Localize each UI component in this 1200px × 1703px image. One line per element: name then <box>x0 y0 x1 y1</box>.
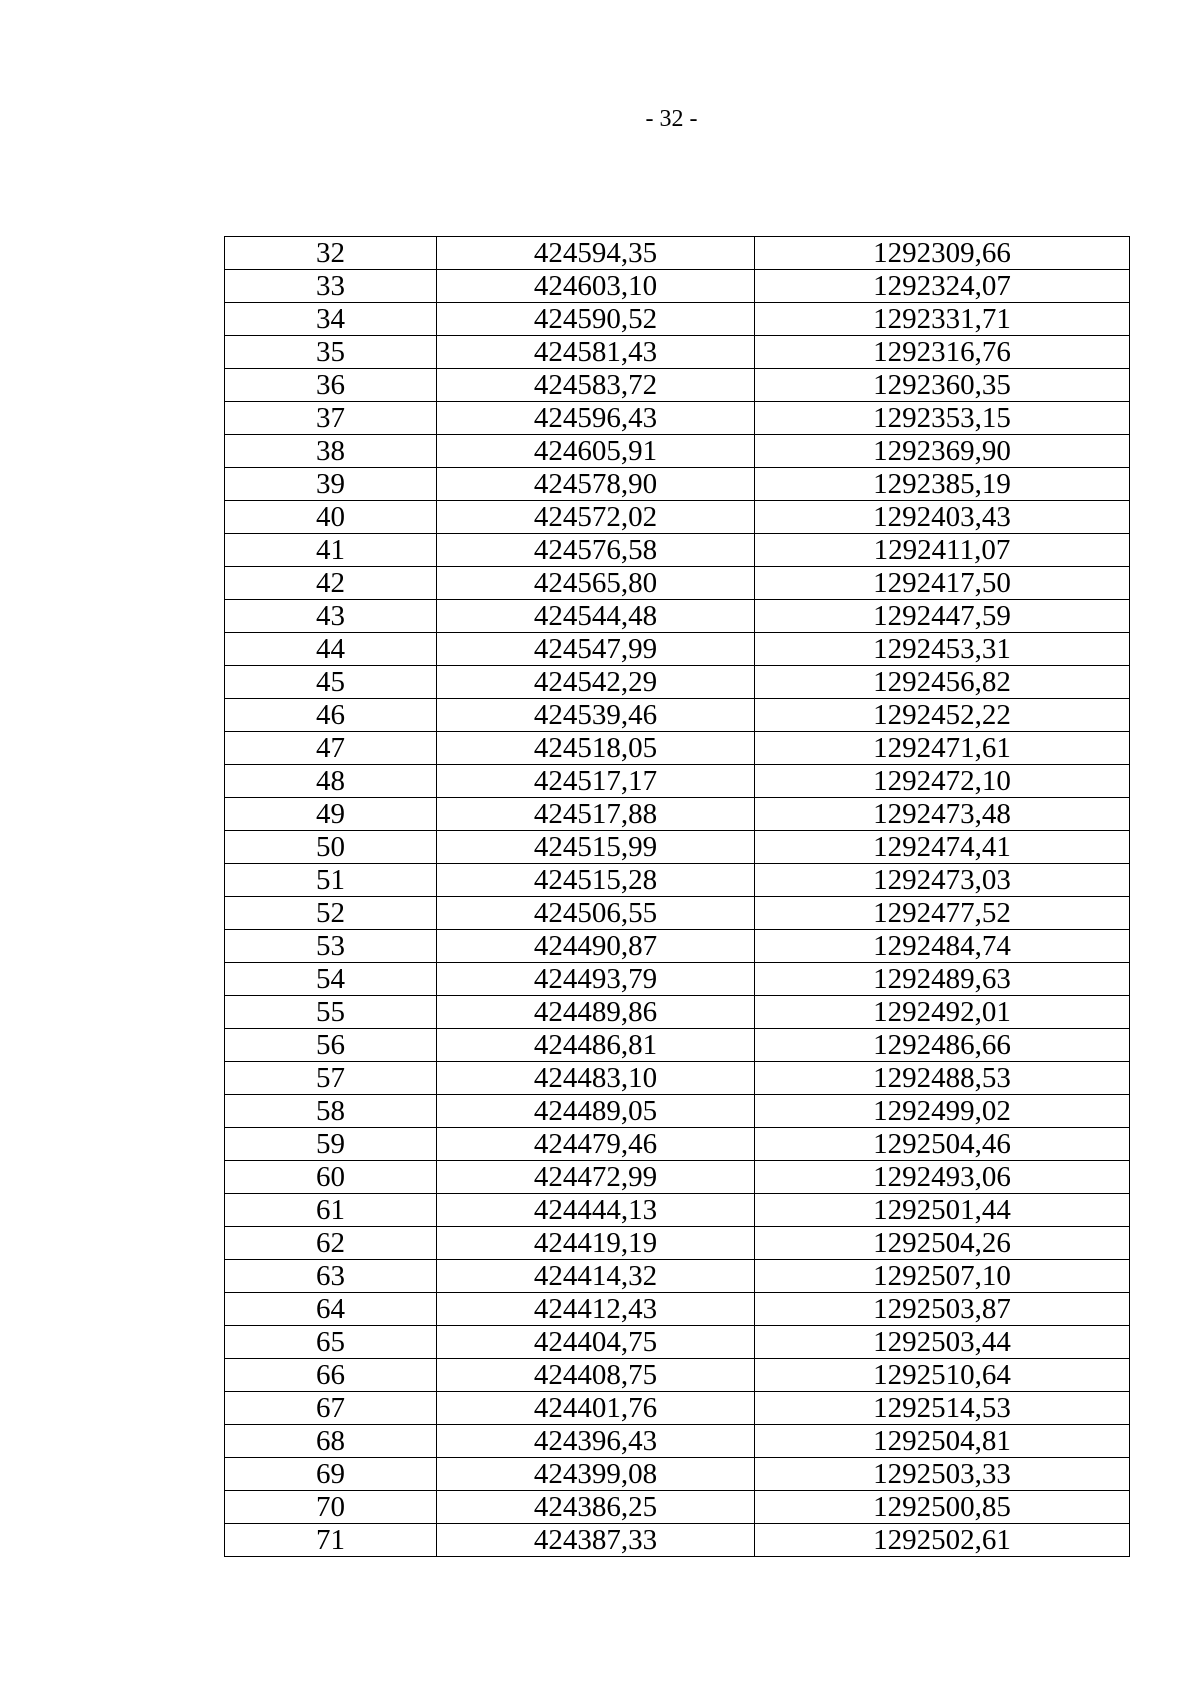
y-coordinate-cell: 1292452,22 <box>755 699 1130 732</box>
y-coordinate-cell: 1292477,52 <box>755 897 1130 930</box>
point-number-cell: 67 <box>225 1392 437 1425</box>
point-number-cell: 60 <box>225 1161 437 1194</box>
x-coordinate-cell: 424603,10 <box>437 270 755 303</box>
table-row <box>225 1425 1130 1458</box>
y-coordinate-cell: 1292473,03 <box>755 864 1130 897</box>
y-coordinate-cell: 1292501,44 <box>755 1194 1130 1227</box>
x-coordinate-cell: 424583,72 <box>437 369 755 402</box>
table-row <box>225 468 1130 501</box>
x-coordinate-cell: 424515,28 <box>437 864 755 897</box>
y-coordinate-cell: 1292316,76 <box>755 336 1130 369</box>
y-coordinate-cell: 1292504,26 <box>755 1227 1130 1260</box>
table-row <box>225 303 1130 336</box>
table-row <box>225 1326 1130 1359</box>
point-number-cell: 54 <box>225 963 437 996</box>
y-coordinate-cell: 1292504,81 <box>755 1425 1130 1458</box>
point-number-cell: 35 <box>225 336 437 369</box>
table-row <box>225 270 1130 303</box>
x-coordinate-cell: 424565,80 <box>437 567 755 600</box>
y-coordinate-cell: 1292453,31 <box>755 633 1130 666</box>
table-row <box>225 996 1130 1029</box>
table-row <box>225 237 1130 270</box>
x-coordinate-cell: 424489,86 <box>437 996 755 1029</box>
point-number-cell: 68 <box>225 1425 437 1458</box>
point-number-cell: 32 <box>225 237 437 270</box>
point-number-cell: 39 <box>225 468 437 501</box>
y-coordinate-cell: 1292353,15 <box>755 402 1130 435</box>
y-coordinate-cell: 1292403,43 <box>755 501 1130 534</box>
y-coordinate-cell: 1292472,10 <box>755 765 1130 798</box>
point-number-cell: 57 <box>225 1062 437 1095</box>
x-coordinate-cell: 424581,43 <box>437 336 755 369</box>
table-row <box>225 1161 1130 1194</box>
table-row <box>225 567 1130 600</box>
x-coordinate-cell: 424576,58 <box>437 534 755 567</box>
table-row <box>225 336 1130 369</box>
table-row <box>225 1458 1130 1491</box>
x-coordinate-cell: 424412,43 <box>437 1293 755 1326</box>
table-row <box>225 864 1130 897</box>
y-coordinate-cell: 1292492,01 <box>755 996 1130 1029</box>
coordinates-table <box>224 236 1130 1557</box>
table-row <box>225 600 1130 633</box>
y-coordinate-cell: 1292369,90 <box>755 435 1130 468</box>
point-number-cell: 71 <box>225 1524 437 1557</box>
y-coordinate-cell: 1292499,02 <box>755 1095 1130 1128</box>
x-coordinate-cell: 424414,32 <box>437 1260 755 1293</box>
point-number-cell: 66 <box>225 1359 437 1392</box>
y-coordinate-cell: 1292504,46 <box>755 1128 1130 1161</box>
table-row <box>225 831 1130 864</box>
x-coordinate-cell: 424544,48 <box>437 600 755 633</box>
point-number-cell: 65 <box>225 1326 437 1359</box>
y-coordinate-cell: 1292471,61 <box>755 732 1130 765</box>
table-row <box>225 402 1130 435</box>
x-coordinate-cell: 424596,43 <box>437 402 755 435</box>
y-coordinate-cell: 1292500,85 <box>755 1491 1130 1524</box>
point-number-cell: 34 <box>225 303 437 336</box>
y-coordinate-cell: 1292486,66 <box>755 1029 1130 1062</box>
y-coordinate-cell: 1292503,44 <box>755 1326 1130 1359</box>
x-coordinate-cell: 424386,25 <box>437 1491 755 1524</box>
point-number-cell: 63 <box>225 1260 437 1293</box>
x-coordinate-cell: 424572,02 <box>437 501 755 534</box>
point-number-cell: 61 <box>225 1194 437 1227</box>
point-number-cell: 53 <box>225 930 437 963</box>
table-row <box>225 1359 1130 1392</box>
table-row <box>225 534 1130 567</box>
point-number-cell: 50 <box>225 831 437 864</box>
table-row <box>225 369 1130 402</box>
point-number-cell: 42 <box>225 567 437 600</box>
table-row <box>225 897 1130 930</box>
y-coordinate-cell: 1292502,61 <box>755 1524 1130 1557</box>
x-coordinate-cell: 424472,99 <box>437 1161 755 1194</box>
point-number-cell: 58 <box>225 1095 437 1128</box>
point-number-cell: 43 <box>225 600 437 633</box>
point-number-cell: 47 <box>225 732 437 765</box>
table-row <box>225 435 1130 468</box>
y-coordinate-cell: 1292473,48 <box>755 798 1130 831</box>
point-number-cell: 69 <box>225 1458 437 1491</box>
page-number: - 32 - <box>645 106 698 132</box>
x-coordinate-cell: 424479,46 <box>437 1128 755 1161</box>
x-coordinate-cell: 424489,05 <box>437 1095 755 1128</box>
y-coordinate-cell: 1292360,35 <box>755 369 1130 402</box>
x-coordinate-cell: 424542,29 <box>437 666 755 699</box>
x-coordinate-cell: 424578,90 <box>437 468 755 501</box>
y-coordinate-cell: 1292385,19 <box>755 468 1130 501</box>
y-coordinate-cell: 1292503,87 <box>755 1293 1130 1326</box>
point-number-cell: 45 <box>225 666 437 699</box>
y-coordinate-cell: 1292514,53 <box>755 1392 1130 1425</box>
x-coordinate-cell: 424486,81 <box>437 1029 755 1062</box>
table-row <box>225 501 1130 534</box>
y-coordinate-cell: 1292489,63 <box>755 963 1130 996</box>
x-coordinate-cell: 424408,75 <box>437 1359 755 1392</box>
table-row <box>225 930 1130 963</box>
y-coordinate-cell: 1292510,64 <box>755 1359 1130 1392</box>
table-row <box>225 1260 1130 1293</box>
y-coordinate-cell: 1292456,82 <box>755 666 1130 699</box>
table-row <box>225 1491 1130 1524</box>
y-coordinate-cell: 1292507,10 <box>755 1260 1130 1293</box>
x-coordinate-cell: 424605,91 <box>437 435 755 468</box>
x-coordinate-cell: 424517,17 <box>437 765 755 798</box>
table-row <box>225 963 1130 996</box>
point-number-cell: 44 <box>225 633 437 666</box>
table-row <box>225 1029 1130 1062</box>
table-row <box>225 699 1130 732</box>
point-number-cell: 36 <box>225 369 437 402</box>
point-number-cell: 70 <box>225 1491 437 1524</box>
point-number-cell: 59 <box>225 1128 437 1161</box>
y-coordinate-cell: 1292484,74 <box>755 930 1130 963</box>
table-row <box>225 1095 1130 1128</box>
table-row <box>225 1392 1130 1425</box>
x-coordinate-cell: 424506,55 <box>437 897 755 930</box>
point-number-cell: 33 <box>225 270 437 303</box>
coordinates-table-body <box>225 237 1130 1557</box>
x-coordinate-cell: 424404,75 <box>437 1326 755 1359</box>
y-coordinate-cell: 1292411,07 <box>755 534 1130 567</box>
point-number-cell: 52 <box>225 897 437 930</box>
x-coordinate-cell: 424517,88 <box>437 798 755 831</box>
y-coordinate-cell: 1292309,66 <box>755 237 1130 270</box>
x-coordinate-cell: 424594,35 <box>437 237 755 270</box>
x-coordinate-cell: 424401,76 <box>437 1392 755 1425</box>
x-coordinate-cell: 424518,05 <box>437 732 755 765</box>
x-coordinate-cell: 424444,13 <box>437 1194 755 1227</box>
point-number-cell: 38 <box>225 435 437 468</box>
y-coordinate-cell: 1292447,59 <box>755 600 1130 633</box>
y-coordinate-cell: 1292488,53 <box>755 1062 1130 1095</box>
point-number-cell: 49 <box>225 798 437 831</box>
point-number-cell: 56 <box>225 1029 437 1062</box>
table-row <box>225 1293 1130 1326</box>
point-number-cell: 48 <box>225 765 437 798</box>
table-row <box>225 666 1130 699</box>
y-coordinate-cell: 1292324,07 <box>755 270 1130 303</box>
x-coordinate-cell: 424490,87 <box>437 930 755 963</box>
table-row <box>225 765 1130 798</box>
x-coordinate-cell: 424547,99 <box>437 633 755 666</box>
x-coordinate-cell: 424515,99 <box>437 831 755 864</box>
x-coordinate-cell: 424419,19 <box>437 1227 755 1260</box>
x-coordinate-cell: 424387,33 <box>437 1524 755 1557</box>
y-coordinate-cell: 1292493,06 <box>755 1161 1130 1194</box>
x-coordinate-cell: 424539,46 <box>437 699 755 732</box>
table-row <box>225 1524 1130 1557</box>
point-number-cell: 55 <box>225 996 437 1029</box>
x-coordinate-cell: 424590,52 <box>437 303 755 336</box>
point-number-cell: 62 <box>225 1227 437 1260</box>
x-coordinate-cell: 424493,79 <box>437 963 755 996</box>
table-row <box>225 732 1130 765</box>
y-coordinate-cell: 1292474,41 <box>755 831 1130 864</box>
table-row <box>225 1062 1130 1095</box>
x-coordinate-cell: 424399,08 <box>437 1458 755 1491</box>
x-coordinate-cell: 424483,10 <box>437 1062 755 1095</box>
table-row <box>225 798 1130 831</box>
point-number-cell: 41 <box>225 534 437 567</box>
table-row <box>225 1227 1130 1260</box>
y-coordinate-cell: 1292417,50 <box>755 567 1130 600</box>
point-number-cell: 37 <box>225 402 437 435</box>
point-number-cell: 46 <box>225 699 437 732</box>
point-number-cell: 40 <box>225 501 437 534</box>
table-row <box>225 1128 1130 1161</box>
point-number-cell: 51 <box>225 864 437 897</box>
table-row <box>225 633 1130 666</box>
table-row <box>225 1194 1130 1227</box>
y-coordinate-cell: 1292331,71 <box>755 303 1130 336</box>
x-coordinate-cell: 424396,43 <box>437 1425 755 1458</box>
y-coordinate-cell: 1292503,33 <box>755 1458 1130 1491</box>
point-number-cell: 64 <box>225 1293 437 1326</box>
